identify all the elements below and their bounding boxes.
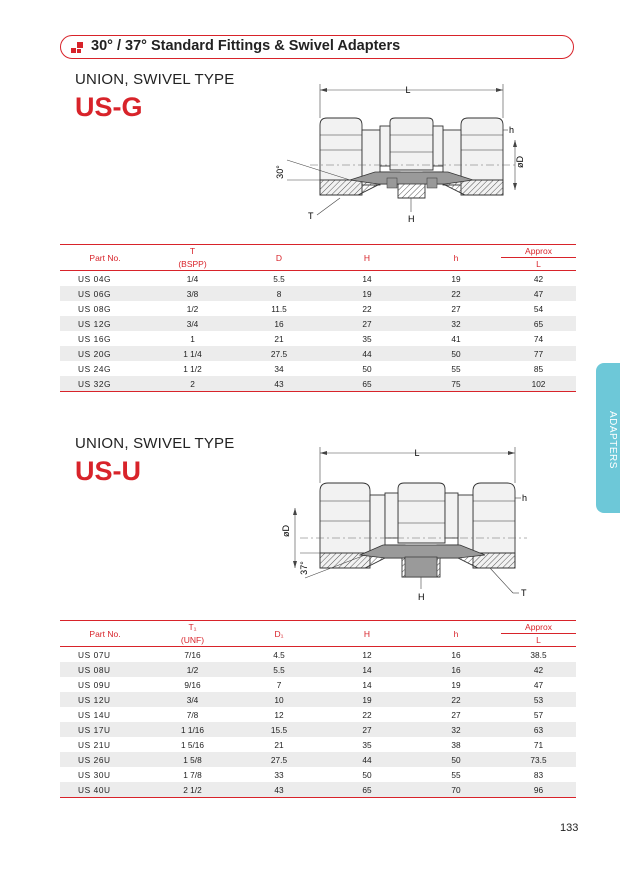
col-t: T₁ bbox=[150, 621, 235, 634]
cell-h: 70 bbox=[411, 782, 501, 798]
label-d: øD bbox=[281, 525, 291, 537]
cell-l: 47 bbox=[533, 679, 544, 690]
table-row bbox=[60, 692, 576, 707]
cell-hh: 35 bbox=[362, 333, 372, 344]
cell-l: 73.5 bbox=[501, 752, 576, 767]
cell-hh: 19 bbox=[323, 692, 411, 707]
cell-hh: 12 bbox=[362, 649, 372, 660]
cell-part: US 12G bbox=[60, 316, 150, 331]
cell-part: US 14U bbox=[78, 709, 111, 720]
section-header bbox=[60, 35, 574, 59]
cell-d: 43 bbox=[235, 782, 323, 798]
cell-part: US 21U bbox=[78, 739, 111, 750]
cell-t: 2 1/2 bbox=[150, 782, 235, 798]
table-row bbox=[60, 737, 576, 752]
cell-h: 32 bbox=[411, 316, 501, 331]
cell-l: 71 bbox=[533, 739, 544, 750]
us-g-drawing bbox=[265, 80, 555, 230]
section-2-code: US-U bbox=[75, 456, 141, 486]
cell-d: 15.5 bbox=[235, 722, 323, 737]
us-u-table bbox=[60, 620, 576, 798]
cell-part: US 24G bbox=[78, 363, 112, 374]
table-row bbox=[60, 286, 576, 301]
cell-l: 65 bbox=[501, 316, 576, 331]
table-row bbox=[60, 346, 576, 361]
cell-l: 74 bbox=[533, 333, 544, 344]
cell-l: 102 bbox=[501, 376, 576, 392]
label-t: T bbox=[308, 211, 314, 221]
cell-t: 1 1/4 bbox=[150, 346, 235, 361]
cell-l: 47 bbox=[501, 286, 576, 301]
cell-d: 5.5 bbox=[235, 662, 323, 677]
cell-h: 19 bbox=[451, 273, 461, 284]
cell-h: 75 bbox=[411, 376, 501, 392]
table-row bbox=[60, 782, 576, 798]
cell-l: 96 bbox=[501, 782, 576, 798]
cell-d: 27.5 bbox=[235, 346, 323, 361]
cell-h: 27 bbox=[451, 303, 461, 314]
table-row bbox=[60, 331, 576, 346]
cell-t: 1 bbox=[190, 333, 195, 344]
label-h: h bbox=[509, 125, 515, 135]
cell-d: 34 bbox=[274, 363, 284, 374]
table-row bbox=[60, 271, 576, 287]
cell-hh: 22 bbox=[362, 709, 372, 720]
cell-l: 85 bbox=[533, 363, 544, 374]
col-hh: H bbox=[323, 621, 411, 647]
cell-part: US 06G bbox=[60, 286, 150, 301]
cell-part: US 32G bbox=[60, 376, 150, 392]
col-hh: H bbox=[323, 245, 411, 271]
cell-part: US 16G bbox=[78, 333, 112, 344]
table-row bbox=[60, 677, 576, 692]
cell-hh: 14 bbox=[323, 662, 411, 677]
cell-t: 7/16 bbox=[184, 649, 201, 660]
cell-hh: 65 bbox=[323, 376, 411, 392]
cell-l: 38.5 bbox=[530, 649, 547, 660]
label-hh: H bbox=[408, 214, 415, 224]
cell-part: US 26U bbox=[60, 752, 150, 767]
cell-d: 21 bbox=[274, 739, 284, 750]
cell-t: 1 7/8 bbox=[183, 769, 202, 780]
cell-h: 55 bbox=[451, 769, 461, 780]
col-d: D bbox=[235, 245, 323, 271]
cell-d: 27.5 bbox=[235, 752, 323, 767]
cell-hh: 27 bbox=[323, 316, 411, 331]
cell-t: 1/2 bbox=[150, 662, 235, 677]
table-row bbox=[60, 767, 576, 782]
col-part: Part No. bbox=[60, 245, 150, 271]
cell-t: 1 1/16 bbox=[150, 722, 235, 737]
cell-t: 2 bbox=[150, 376, 235, 392]
cell-l: 53 bbox=[501, 692, 576, 707]
table-row bbox=[60, 752, 576, 767]
table-row bbox=[60, 376, 576, 392]
cell-hh: 50 bbox=[362, 769, 372, 780]
cell-d: 12 bbox=[274, 709, 284, 720]
cell-t: 1 1/2 bbox=[183, 363, 202, 374]
col-t-sub: (UNF) bbox=[150, 634, 235, 647]
cell-h: 50 bbox=[411, 752, 501, 767]
col-h: h bbox=[411, 245, 501, 271]
cell-part: US 30U bbox=[78, 769, 111, 780]
cell-t: 3/8 bbox=[150, 286, 235, 301]
col-approx: Approx bbox=[501, 621, 576, 634]
label-angle: 30° bbox=[275, 165, 285, 179]
cell-h: 16 bbox=[451, 649, 461, 660]
label-hh: H bbox=[418, 592, 425, 602]
cell-hh: 19 bbox=[323, 286, 411, 301]
cell-h: 19 bbox=[451, 679, 461, 690]
cell-t: 1 5/16 bbox=[180, 739, 205, 750]
col-d: D₁ bbox=[235, 621, 323, 647]
cell-part: US 09U bbox=[78, 679, 111, 690]
cell-d: 43 bbox=[235, 376, 323, 392]
cell-part: US 04G bbox=[78, 273, 112, 284]
table-row bbox=[60, 316, 576, 331]
cell-l: 42 bbox=[533, 273, 544, 284]
col-t-sub: (BSPP) bbox=[150, 258, 235, 271]
cell-hh: 14 bbox=[362, 679, 372, 690]
col-approx: Approx bbox=[501, 245, 576, 258]
cell-d: 4.5 bbox=[273, 649, 285, 660]
cell-t: 1 5/8 bbox=[150, 752, 235, 767]
cell-part: US 12U bbox=[60, 692, 150, 707]
cell-d: 11.5 bbox=[271, 303, 287, 314]
page-number: 133 bbox=[560, 822, 579, 834]
cell-hh: 35 bbox=[362, 739, 372, 750]
cell-part: US 17U bbox=[60, 722, 150, 737]
cell-d: 33 bbox=[274, 769, 284, 780]
cell-d: 8 bbox=[235, 286, 323, 301]
cell-hh: 44 bbox=[323, 752, 411, 767]
cell-t: 1/2 bbox=[186, 303, 199, 314]
cell-part: US 08G bbox=[78, 303, 112, 314]
col-l: L bbox=[501, 258, 576, 271]
cell-l: 54 bbox=[533, 303, 544, 314]
col-t: T bbox=[150, 245, 235, 258]
squares-icon bbox=[71, 42, 83, 54]
cell-h: 16 bbox=[411, 662, 501, 677]
table-row bbox=[60, 722, 576, 737]
cell-h: 32 bbox=[411, 722, 501, 737]
cell-hh: 65 bbox=[323, 782, 411, 798]
cell-hh: 44 bbox=[323, 346, 411, 361]
cell-part: US 07U bbox=[78, 649, 111, 660]
table-row bbox=[60, 361, 576, 376]
cell-part: US 08U bbox=[60, 662, 150, 677]
table-row bbox=[60, 662, 576, 677]
cell-h: 41 bbox=[451, 333, 461, 344]
label-angle: 37° bbox=[299, 561, 309, 575]
cell-hh: 50 bbox=[362, 363, 372, 374]
section-1-subtitle: UNION, SWIVEL TYPE bbox=[75, 71, 235, 88]
cell-l: 63 bbox=[501, 722, 576, 737]
col-l: L bbox=[501, 634, 576, 647]
label-l: L bbox=[414, 448, 420, 458]
table-row bbox=[60, 707, 576, 722]
cell-hh: 14 bbox=[362, 273, 372, 284]
cell-h: 38 bbox=[451, 739, 461, 750]
cell-d: 16 bbox=[235, 316, 323, 331]
header-title: 30° / 37° Standard Fittings & Swivel Adapters bbox=[91, 38, 401, 54]
section-1-code: US-G bbox=[75, 92, 143, 122]
section-2-subtitle: UNION, SWIVEL TYPE bbox=[75, 435, 235, 452]
label-l: L bbox=[405, 85, 411, 95]
cell-d: 10 bbox=[235, 692, 323, 707]
side-tab-label: ADAPTERS bbox=[607, 411, 618, 469]
cell-hh: 27 bbox=[323, 722, 411, 737]
cell-h: 27 bbox=[451, 709, 461, 720]
label-t: T bbox=[521, 588, 527, 598]
us-g-table bbox=[60, 244, 576, 392]
table-row bbox=[60, 301, 576, 316]
cell-d: 5.5 bbox=[273, 273, 285, 284]
label-h: h bbox=[522, 493, 528, 503]
cell-l: 57 bbox=[533, 709, 544, 720]
cell-h: 22 bbox=[411, 692, 501, 707]
cell-t: 3/4 bbox=[150, 692, 235, 707]
cell-l: 83 bbox=[533, 769, 544, 780]
cell-l: 77 bbox=[501, 346, 576, 361]
col-h: h bbox=[411, 621, 501, 647]
cell-l: 42 bbox=[501, 662, 576, 677]
cell-part: US 20G bbox=[60, 346, 150, 361]
cell-t: 1/4 bbox=[186, 273, 199, 284]
col-part: Part No. bbox=[60, 621, 150, 647]
cell-h: 55 bbox=[451, 363, 461, 374]
cell-t: 7/8 bbox=[186, 709, 199, 720]
table-row bbox=[60, 647, 576, 663]
us-u-drawing bbox=[265, 443, 555, 608]
cell-hh: 22 bbox=[362, 303, 372, 314]
cell-h: 22 bbox=[411, 286, 501, 301]
cell-d: 21 bbox=[274, 333, 284, 344]
cell-d: 7 bbox=[276, 679, 282, 690]
cell-h: 50 bbox=[411, 346, 501, 361]
cell-t: 9/16 bbox=[184, 679, 201, 690]
cell-part: US 40U bbox=[60, 782, 150, 798]
cell-t: 3/4 bbox=[150, 316, 235, 331]
label-d: øD bbox=[515, 156, 525, 168]
